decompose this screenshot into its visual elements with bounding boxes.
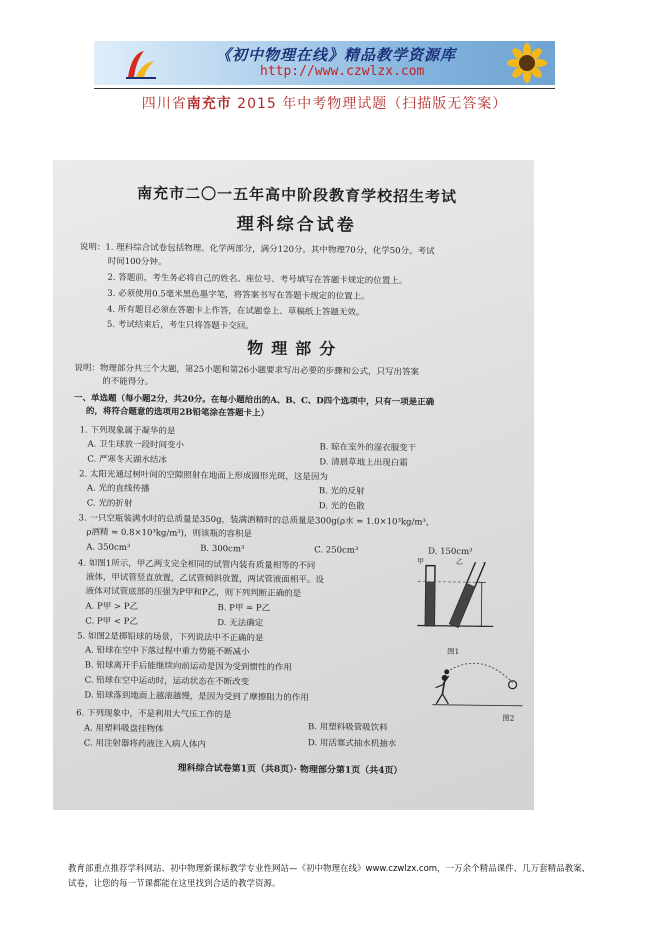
option-c: C. P甲 < P乙 (85, 616, 138, 628)
option-b: B. 300cm³ (200, 543, 245, 555)
figure-2-shot-put (432, 654, 528, 711)
instruction-line: 3. 必须使用0.5毫米黑色墨字笔，将答案书写在答题卡规定的位置上。 (107, 288, 370, 302)
option-a: A. 铅球在空中下落过程中重力势能不断减小 (84, 645, 250, 658)
instruction-line: 4. 所有题目必须在答题卡上作答，在试题卷上、草稿纸上答题无效。 (107, 304, 365, 318)
page-heading (94, 93, 555, 113)
exam-title: 南充市二〇一五年高中阶段教育学校招生考试 (136, 184, 458, 206)
question-stem: 4. 如图1所示，甲乙两支完全相同的试管内装有质量相等的不同 (77, 558, 316, 572)
option-c: C. 光的折射 (86, 498, 133, 510)
scan-page-footer: 理科综合试卷第1页（共8页）· 物理部分第1页（共4页） (177, 763, 403, 777)
option-c: C. 250cm³ (314, 545, 359, 556)
option-d: D. 铅球落到地面上越滚越慢，是因为受到了摩擦阻力的作用 (84, 690, 309, 704)
section-title: 物理部分 (247, 338, 344, 359)
heading-prefix: 四川省 (141, 96, 187, 112)
scanned-exam-image (53, 160, 534, 810)
site-footnote: 教育部重点推荐学科网站、初中物理新课标教学专业性网站—《初中物理在线》www.czwlzx.com，一万余个精品课件、几万套精品教案、试卷，让您的每一节课都能在这里找到合适的教学资源。 (68, 864, 591, 889)
option-d: D. 150cm³ (428, 546, 473, 558)
tube-label-yi: 乙 (456, 557, 464, 567)
option-d: D. 光的色散 (318, 501, 365, 512)
physics-note: 说明：物理部分共三个大题，第25小题和第26小题要求写出必要的步骤和公式，只写出答案 (74, 363, 420, 378)
banner-title: 《初中物理在线》精品教学资源库 (216, 46, 457, 64)
option-d: D. 无法确定 (217, 618, 264, 629)
physics-note: 的不能得分。 (102, 376, 154, 388)
option-c: C. 用注射器将药液注入病人体内 (83, 738, 206, 750)
header-divider (94, 88, 555, 89)
instruction-line: 说明：1. 理科综合试卷包括物理、化学两部分，满分120分。其中物理70分，化学50分。考试 (79, 242, 435, 257)
question-stem: 6. 下列现象中，不是利用大气压工作的是 (76, 708, 232, 721)
instruction-line: 5. 考试结束后，考生只将答题卡交回。 (106, 319, 254, 332)
question-stem: ρ酒精 = 0.8×10³kg/m³)，则该瓶的容积是 (86, 527, 253, 540)
part-one-heading: 的，将符合题意的选项用2B铅笔涂在答题卡上） (85, 406, 270, 419)
instruction-line: 时间100分钟。 (107, 256, 167, 268)
option-c: C. 严寒冬天湖水结冰 (87, 454, 167, 466)
option-b: B. 光的反射 (318, 486, 365, 497)
figure-1-caption: 图1 (446, 646, 460, 657)
option-b: B. 晾在室外的湿衣服变干 (319, 442, 417, 454)
figure-1-test-tubes (411, 561, 498, 644)
question-stem: 5. 如图2是掷铅球的场景，下列说法中不正确的是 (77, 631, 264, 644)
instruction-line: 2. 答题前，考生务必将自己的姓名、座位号、考号填写在答题卡规定的位置上。 (107, 272, 408, 287)
question-stem: 2. 太阳光通过树叶间的空隙照射在地面上形成圆形光斑，这是因为 (79, 469, 328, 483)
site-logo-icon (124, 47, 158, 81)
option-d: D. 用活塞式抽水机抽水 (307, 738, 397, 750)
option-a: A. 光的直线传播 (86, 483, 150, 495)
sunflower-icon (497, 43, 553, 85)
question-stem: 液体对试管底部的压强为P甲和P乙，则下列判断正确的是 (85, 586, 302, 600)
site-banner (94, 41, 555, 85)
heading-suffix: 2015 年中考物理试题（扫描版无答案） (231, 96, 508, 112)
question-stem: 液体，甲试管竖直放置，乙试管倾斜放置，两试管液面相平。设 (85, 572, 324, 586)
option-c: C. 铅球在空中运动时，运动状态在不断改变 (84, 675, 250, 688)
option-d: D. 清晨草地上出现白霜 (319, 457, 408, 469)
option-b: B. P甲 = P乙 (217, 603, 271, 614)
banner-url[interactable]: http://www.czwlzx.com (260, 64, 425, 79)
option-a: A. 用塑料吸盘挂物体 (83, 723, 164, 735)
option-a: A. 350cm³ (86, 542, 131, 554)
option-a: A. 卫生球放一段时间变小 (87, 439, 185, 451)
question-stem: 3. 一只空瓶装满水时的总质量是350g，装满酒精时的总质量是300g(ρ水 = 1.0×10³kg/m³， (78, 513, 435, 528)
part-one-heading: 一、单选题（每小题2分，共20分。在每小题给出的A、B、C、D四个选项中，只有一项是正确 (73, 393, 435, 408)
option-b: B. 用塑料吸管吸饮料 (307, 722, 388, 734)
question-stem: 1. 下列现象属于凝华的是 (79, 425, 176, 437)
figure-2-caption: 图2 (502, 713, 515, 723)
option-b: B. 铅球离开手后能继续向前运动是因为受到惯性的作用 (84, 660, 292, 673)
paper-title: 理科综合试卷 (236, 214, 357, 236)
tube-label-jia: 甲 (417, 557, 425, 566)
option-a: A. P甲 > P乙 (85, 601, 139, 613)
heading-city: 南充市 (186, 96, 232, 112)
